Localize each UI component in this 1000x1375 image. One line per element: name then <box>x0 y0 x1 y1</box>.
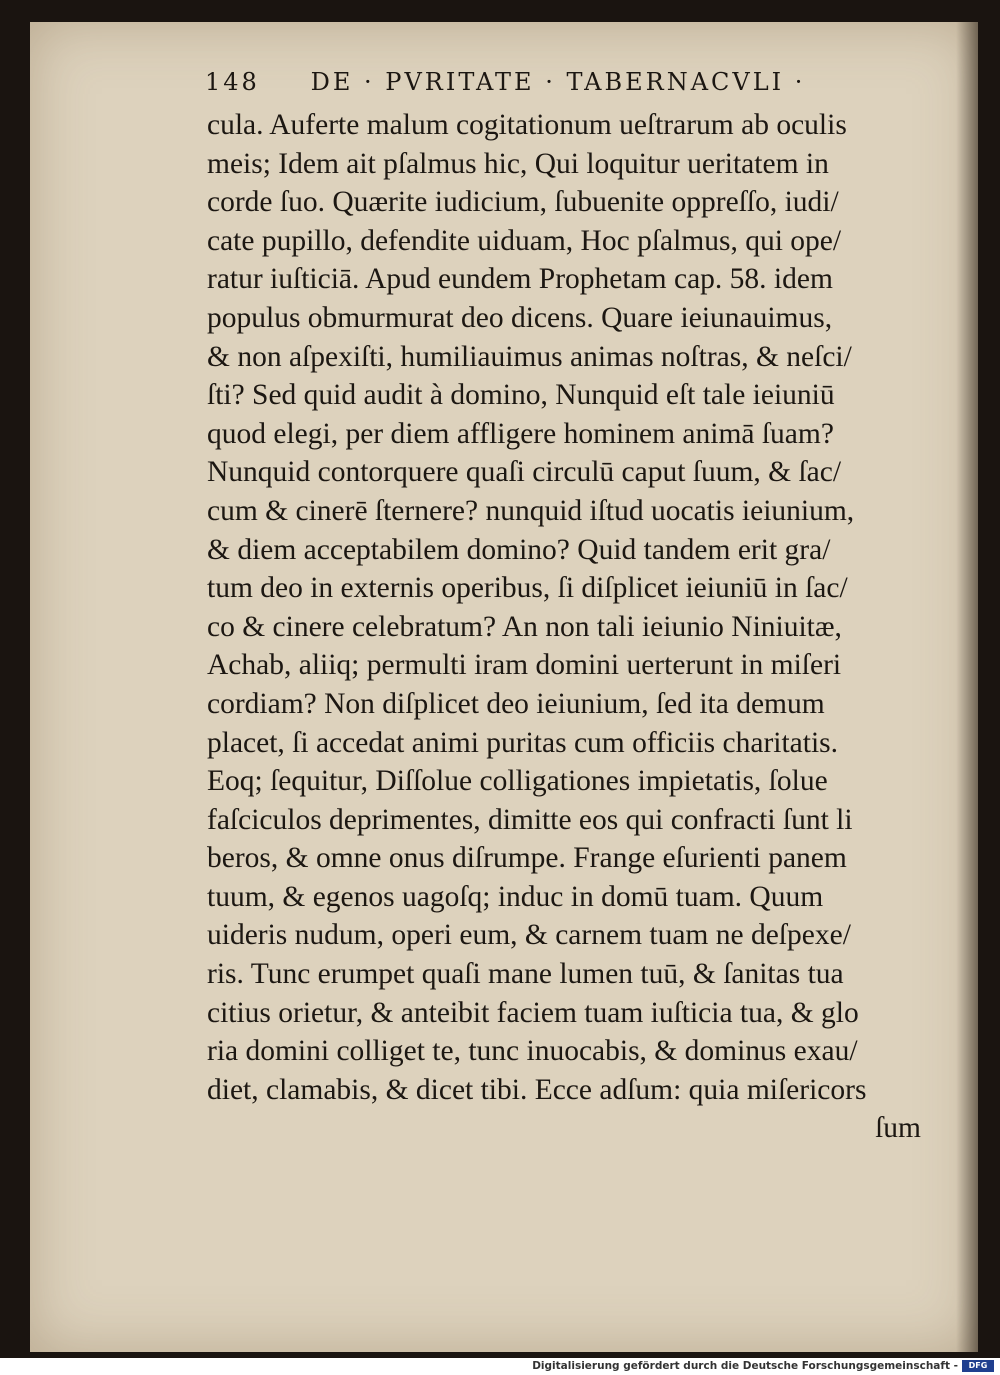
text-line: ris. Tunc erumpet quaſi mane lumen tuū, & ſanitas tua <box>207 958 844 991</box>
footer-credit: Digitalisierung gefördert durch die Deutsche Forschungsgemeinschaft - <box>532 1360 958 1372</box>
footer-bar <box>0 1358 1000 1375</box>
text-line: Achab, aliiq; permulti iram domini uerterunt in miſeri <box>207 649 842 682</box>
text-line: cordiam? Non diſplicet deo ieiunium, ſed ita demum <box>207 687 825 720</box>
text-line: ria domini colliget te, tunc inuocabis, & dominus exau/ <box>207 1035 858 1068</box>
text-line: Nunquid contorquere quaſi circulū caput ſuum, & ſac/ <box>207 456 842 489</box>
text-line: ratur iuſticiā. Apud eundem Prophetam cap. 58. idem <box>207 263 833 296</box>
text-line: & diem acceptabilem domino? Quid tandem erit gra/ <box>207 533 831 566</box>
text-line: ſti? Sed quid audit à domino, Nunquid eſt tale ieiuniū <box>207 379 835 412</box>
text-line: diet, clamabis, & dicet tibi. Ecce adſum: quia miſericors <box>207 1073 867 1106</box>
text-line: uideris nudum, operi eum, & carnem tuam ne deſpexe/ <box>207 919 851 952</box>
text-line: & non aſpexiſti, humiliauimus animas noſtras, & neſci/ <box>207 340 852 373</box>
text-line: co & cinere celebratum? An non tali ieiunio Niniuitæ, <box>207 610 842 643</box>
text-line: cate pupillo, defendite uiduam, Hoc pſalmus, qui ope/ <box>207 224 842 257</box>
text-line: placet, ſi accedat animi puritas cum officiis charitatis. <box>207 726 839 759</box>
text-line: tuum, & egenos uagoſq; induc in domū tuam. Quum <box>207 880 824 913</box>
body-text <box>207 106 927 1148</box>
text-line: faſciculos deprimentes, dimitte eos qui confracti ſunt li <box>207 803 853 836</box>
text-line: quod elegi, per diem affligere hominem animā ſuam? <box>207 417 834 450</box>
text-line: populus obmurmurat deo dicens. Quare ieiunauimus, <box>207 301 833 334</box>
running-title: DE · PVRITATE · TABERNACVLI · <box>310 68 806 96</box>
page-number: 148 <box>205 68 260 96</box>
text-line: Eoq; ſequitur, Diſſolue colligationes impietatis, ſolue <box>207 765 828 798</box>
running-head <box>205 68 845 104</box>
text-line: cum & cinerē ſternere? nunquid iſtud uocatis ieiunium, <box>207 494 855 527</box>
catchword: ſum <box>875 1112 921 1145</box>
text-line: citius orietur, & anteibit faciem tuam iuſticia tua, & glo <box>207 996 859 1029</box>
text-line: cula. Auferte malum cogitationum ueſtrarum ab oculis <box>207 109 847 141</box>
page-edge-shadow <box>956 22 978 1352</box>
text-line: tum deo in externis operibus, ſi diſplicet ieiuniū in ſac/ <box>207 572 848 605</box>
text-line: meis; Idem ait pſalmus hic, Qui loquitur ueritatem in <box>207 147 829 180</box>
dfg-logo: DFG <box>962 1360 994 1372</box>
text-line: beros, & omne onus diſrumpe. Frange eſurienti panem <box>207 842 847 875</box>
text-line: corde ſuo. Quærite iudicium, ſubuenite oppreſſo, iudi/ <box>207 186 839 219</box>
